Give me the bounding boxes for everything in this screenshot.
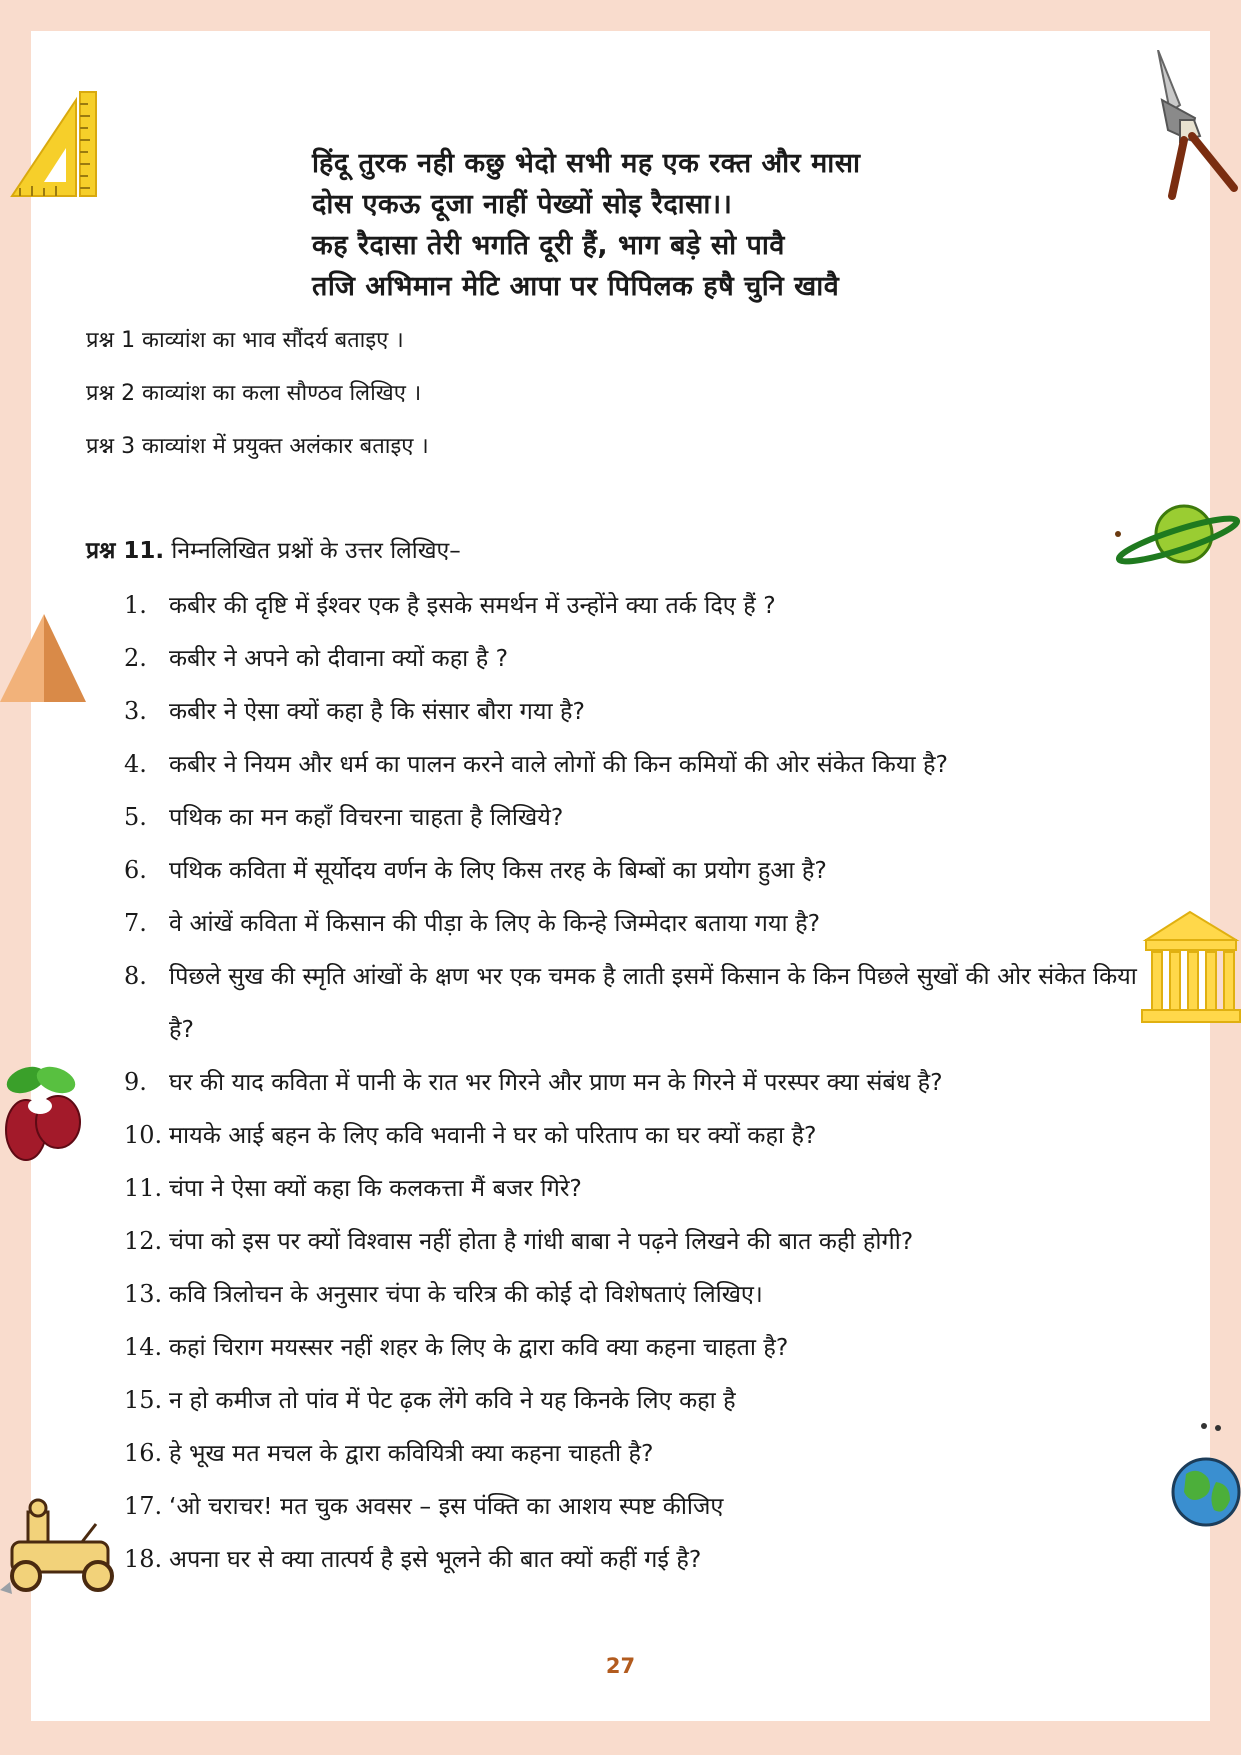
question-text: पथिक कविता में सूर्योदय वर्णन के लिए किस तरह के बिम्बों का प्रयोग हुआ है? <box>169 856 827 884</box>
list-item <box>124 579 1154 632</box>
list-item <box>124 791 1154 844</box>
question-text: घर की याद कविता में पानी के रात भर गिरने और प्राण मन के गिरने में परस्पर क्या संबंध है? <box>169 1068 943 1096</box>
question-number: 14. <box>124 1333 163 1361</box>
question-number: 1. <box>124 591 147 619</box>
poem-question: प्रश्न 2 काव्यांश का कला सौण्ठव लिखिए । <box>86 381 422 406</box>
poem-line: दोस एकऊ दूजा नाहीं पेख्यों सोइ रैदासा।। <box>312 189 733 220</box>
question-number: 9. <box>124 1068 147 1096</box>
poem-block <box>312 143 860 307</box>
ruler-triangle-icon <box>4 90 100 200</box>
question-text: कबीर ने नियम और धर्म का पालन करने वाले लोगों की किन कमियों की ओर संकेत किया है? <box>169 750 948 778</box>
vintage-car-icon <box>0 1498 126 1596</box>
list-item <box>124 1427 1154 1480</box>
question-text: कहां चिराग मयस्सर नहीं शहर के लिए के द्वारा कवि क्या कहना चाहता है? <box>169 1333 789 1361</box>
question-text: मायके आई बहन के लिए कवि भवानी ने घर को परिताप का घर क्यों कहा है? <box>169 1121 817 1149</box>
question-number: 2. <box>124 644 147 672</box>
list-item <box>124 1374 1154 1427</box>
question-text: कवि त्रिलोचन के अनुसार चंपा के चरित्र की कोई दो विशेषताएं लिखिए। <box>169 1280 763 1308</box>
question-number: 16. <box>124 1439 163 1467</box>
question-number: 8. <box>124 962 147 990</box>
list-item <box>124 950 1154 1056</box>
page-number: 27 <box>605 1654 636 1678</box>
question-number: 7. <box>124 909 147 937</box>
section-label: प्रश्न 11. <box>86 538 165 564</box>
list-item <box>124 1268 1154 1321</box>
list-item <box>124 897 1154 950</box>
poem-line: तजि अभिमान मेटि आपा पर पिपिलक हषै चुनि खावै <box>312 271 840 302</box>
question-text: वे आंखें कविता में किसान की पीड़ा के लिए के किन्हे जिम्मेदार बताया गया है? <box>169 909 821 937</box>
planet-saturn-icon <box>1112 500 1241 570</box>
poem-question: प्रश्न 1 काव्यांश का भाव सौंदर्य बताइए । <box>86 328 404 353</box>
question-number: 18. <box>124 1545 163 1573</box>
greek-temple-icon <box>1140 908 1241 1026</box>
question-number: 17. <box>124 1492 163 1520</box>
question-text: ‘ओ चराचर! मत चुक अवसर – इस पंक्ति का आशय स्पष्ट कीजिए <box>169 1492 724 1520</box>
list-item <box>124 1162 1154 1215</box>
question-text: अपना घर से क्या तात्पर्य है इसे भूलने की बात क्यों कहीं गई है? <box>169 1545 702 1573</box>
question-number: 6. <box>124 856 147 884</box>
section-heading <box>86 533 461 565</box>
question-text: हे भूख मत मचल के द्वारा कवियित्री क्या कहना चाहती है? <box>169 1439 654 1467</box>
list-item <box>124 1533 1154 1586</box>
poem-question: प्रश्न 3 काव्यांश में प्रयुक्त अलंकार बताइए । <box>86 434 429 459</box>
poem-line: कह रैदासा तेरी भगति दूरी हैं, भाग बड़े सो पावै <box>312 230 785 261</box>
poem-line: हिंदू तुरक नही कछु भेदो सभी मह एक रक्त और मासा <box>312 148 861 179</box>
question-list <box>124 579 1154 1586</box>
question-number: 3. <box>124 697 147 725</box>
question-number: 13. <box>124 1280 163 1308</box>
question-text: पथिक का मन कहाँ विचरना चाहता है लिखिये? <box>169 803 564 831</box>
question-number: 10. <box>124 1121 163 1149</box>
sprouting-bean-icon <box>0 1058 86 1168</box>
list-item <box>124 1480 1154 1533</box>
question-number: 11. <box>124 1174 163 1202</box>
list-item <box>124 844 1154 897</box>
question-number: 4. <box>124 750 147 778</box>
question-text: पिछले सुख की स्मृति आंखों के क्षण भर एक चमक है लाती इसमें किसान के किन पिछले सुखों की ओर संकेत किया है? <box>169 962 1137 1043</box>
list-item <box>124 738 1154 791</box>
list-item <box>124 1321 1154 1374</box>
question-text: चंपा को इस पर क्यों विश्वास नहीं होता है गांधी बाबा ने पढ़ने लिखने की बात कही होगी? <box>169 1227 914 1255</box>
list-item <box>124 632 1154 685</box>
list-item <box>124 1056 1154 1109</box>
question-number: 12. <box>124 1227 163 1255</box>
list-item <box>124 1109 1154 1162</box>
section-text: निम्नलिखित प्रश्नों के उत्तर लिखिए– <box>171 538 461 564</box>
question-text: कबीर ने अपने को दीवाना क्यों कहा है ? <box>169 644 509 672</box>
question-number: 5. <box>124 803 147 831</box>
question-text: कबीर ने ऐसा क्यों कहा है कि संसार बौरा गया है? <box>169 697 585 725</box>
list-item <box>124 685 1154 738</box>
pruning-shears-icon <box>1150 50 1241 200</box>
question-number: 15. <box>124 1386 163 1414</box>
earth-globe-icon <box>1168 1422 1241 1530</box>
question-text: न हो कमीज तो पांव में पेट ढ़क लेंगे कवि ने यह किनके लिए कहा है <box>169 1386 736 1414</box>
pyramid-icon <box>0 612 88 704</box>
question-text: चंपा ने ऐसा क्यों कहा कि कलकत्ता मैं बजर गिरे? <box>169 1174 582 1202</box>
question-text: कबीर की दृष्टि में ईश्वर एक है इसके समर्थन में उन्होंने क्या तर्क दिए हैं ? <box>169 591 776 619</box>
list-item <box>124 1215 1154 1268</box>
